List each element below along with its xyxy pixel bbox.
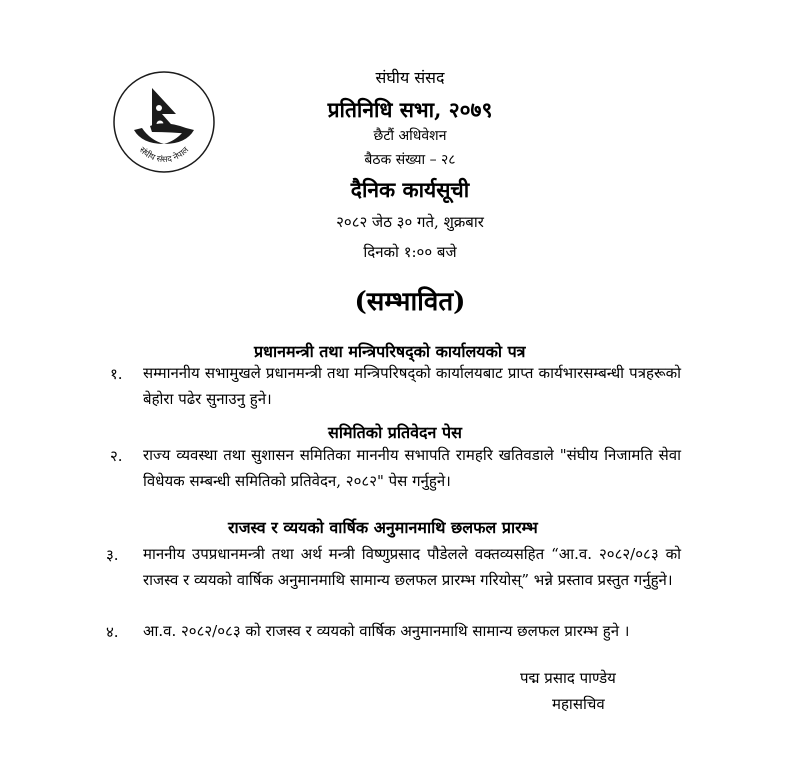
parliament-name: संघीय संसद: [375, 68, 445, 87]
agenda-time: दिनको १:०० बजे: [363, 243, 457, 261]
house-title: प्रतिनिधि सभा, २०७९: [327, 97, 493, 122]
item-number: ४.: [106, 623, 119, 641]
meeting-number: बैठक संख्या – २८: [364, 152, 456, 168]
section-heading-pm-office-letter: प्रधानमन्त्री तथा मन्त्रिपरिषद्को कार्यालयको पत्र: [254, 342, 526, 361]
signatory-name: पद्म प्रसाद पाण्डेय: [520, 669, 616, 687]
section-heading-budget-discussion: राजस्व र व्ययको वार्षिक अनुमानमाथि छलफल प्रारम्भ: [228, 518, 538, 537]
session-label: छैटौं अधिवेशन: [373, 128, 447, 144]
agenda-title: दैनिक कार्यसूची: [350, 177, 470, 202]
agenda-item-2: राज्य व्यवस्था तथा सुशासन समितिका माननीय सभापति रामहरि खतिवडाले "संघीय निजामति सेवा विधेयक सम्बन्धी समितिको प्रतिवेदन, २०८२" पेस गर्नुहुने।: [143, 446, 681, 490]
tentative-label: (सम्भावित): [354, 287, 466, 317]
item-number: ३.: [106, 546, 119, 564]
item-number: १.: [110, 365, 123, 383]
signatory-title: महासचिव: [552, 695, 605, 713]
section-heading-committee-report: समितिको प्रतिवेदन पेस: [328, 423, 462, 442]
agenda-item-4: आ.व. २०८२/०८३ को राजस्व र व्ययको वार्षिक अनुमानमाथि सामान्य छलफल प्रारम्भ हुने ।: [143, 622, 630, 640]
parliament-emblem-icon: [112, 70, 216, 174]
agenda-item-1: सम्माननीय सभामुखले प्रधानमन्त्री तथा मन्त्रिपरिषद्को कार्यालयबाट प्राप्त कार्यभारसम्बन्धी पत्रहरूको बेहोरा पढेर सुनाउनु हुने।: [143, 364, 681, 408]
svg-text:संघीय संसद नेपाल: [137, 145, 191, 165]
agenda-date: २०८२ जेठ ३० गते, शुक्रबार: [336, 213, 484, 231]
item-number: २.: [110, 447, 123, 465]
emblem-caption: संघीय संसद नेपाल: [136, 145, 192, 166]
agenda-item-3: माननीय उपप्रधानमन्त्री तथा अर्थ मन्त्री विष्णुप्रसाद पौडेलले वक्तव्यसहित “आ.व. २०८२/०८३ को राजस्व र व्ययको वार्षिक अनुमानमाथि सामान्य छलफल प्रारम्भ गरियोस्” भन्ने प्रस्ताव प्रस्तुत गर्नुहुने।: [143, 545, 681, 589]
